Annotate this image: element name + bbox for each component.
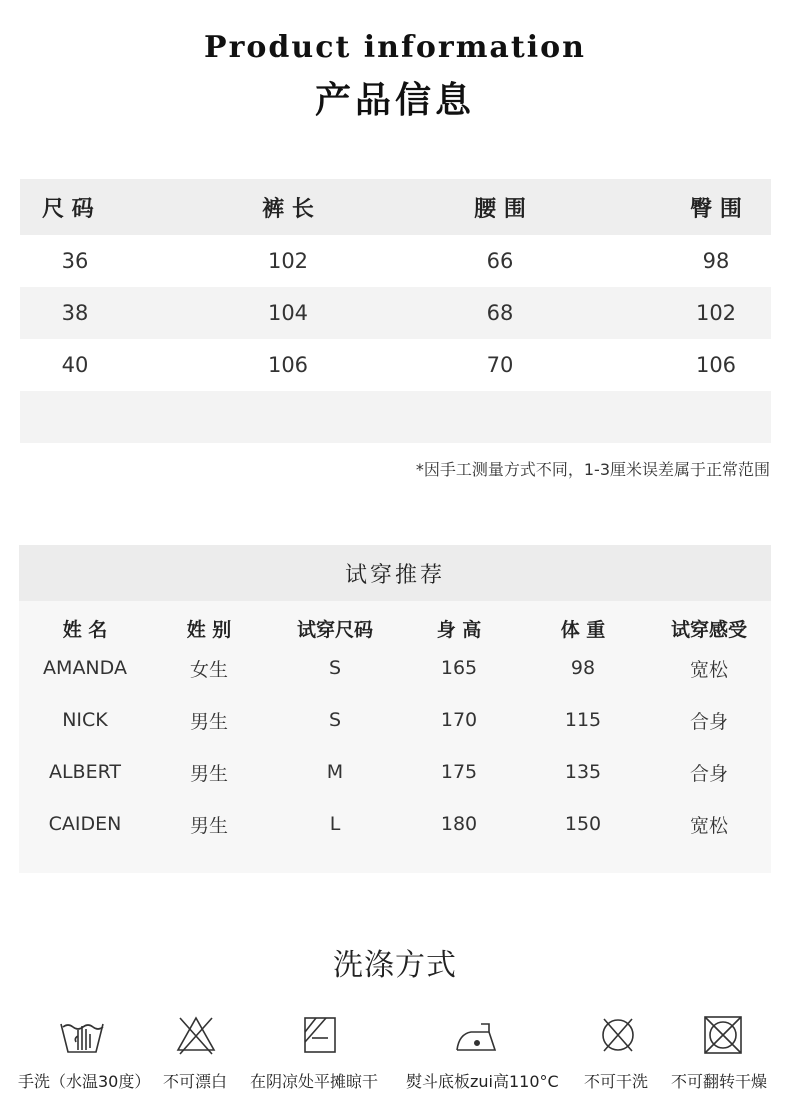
washing-label: 不可干洗 [584,1072,649,1091]
washing-title: 洗涤方式 [333,948,457,983]
cell-size: M [326,761,344,783]
washing-item [158,1012,238,1102]
fit-table-title: 试穿推荐 [19,545,771,601]
cell-name: NICK [62,709,108,731]
no-dry-clean-icon [594,1012,642,1058]
measurement-note: *因手工测量方式不同，1-3厘米误差属于正常范围 [415,460,770,479]
size-table [20,179,771,443]
cell-waist: 66 [486,249,514,273]
header-weight: 体 重 [560,618,606,641]
iron-icon [453,1012,501,1058]
washing-label: 在阴凉处平摊晾干 [250,1072,379,1091]
washing-label: 熨斗底板zui高110°C [406,1072,559,1091]
empty-row [20,391,771,443]
cell-hip: 106 [695,353,737,377]
table-row [19,752,771,792]
washing-label: 不可翻转干燥 [671,1072,768,1091]
title-chinese: 产品信息 [314,80,475,121]
table-row [20,287,771,339]
table-row [20,339,771,391]
washing-label: 不可漂白 [163,1072,228,1091]
cell-length: 102 [267,249,309,273]
cell-name: CAIDEN [48,813,122,835]
table-row [19,700,771,740]
cell-size: 40 [61,353,89,377]
header-gender: 姓 别 [186,618,232,641]
title-english: Product information [204,30,586,65]
header-size: 尺 码 [42,196,94,222]
header-try-size: 试穿尺码 [296,618,373,641]
header-length: 裤 长 [262,196,314,222]
cell-size: 36 [61,249,89,273]
cell-gender: 男生 [189,814,228,837]
fit-table-header [19,608,771,648]
header-feel: 试穿感受 [670,618,747,641]
cell-height: 170 [440,709,478,731]
table-row [19,804,771,844]
cell-name: AMANDA [43,657,127,679]
cell-waist: 70 [486,353,514,377]
washing-item [18,1012,158,1102]
cell-feel: 宽松 [689,658,728,681]
cell-weight: 135 [564,761,602,783]
washing-item [584,1012,664,1102]
cell-size: S [328,709,342,731]
no-bleach-icon [172,1012,220,1058]
washing-item [671,1012,781,1102]
cell-size: 38 [61,301,89,325]
cell-gender: 女生 [189,658,228,681]
cell-gender: 男生 [189,710,228,733]
washing-item [250,1012,390,1102]
no-tumble-dry-icon [699,1012,747,1058]
cell-height: 175 [440,761,478,783]
shade-dry-flat-icon [296,1012,344,1058]
cell-feel: 合身 [689,762,728,785]
cell-size: L [329,813,341,835]
cell-height: 165 [440,657,478,679]
cell-gender: 男生 [189,762,228,785]
header-height: 身 高 [436,618,482,641]
header-hip: 臀 围 [690,196,742,222]
cell-name: ALBERT [48,761,122,783]
header-name: 姓 名 [62,618,108,641]
cell-feel: 合身 [689,710,728,733]
washing-label: 手洗（水温30度） [18,1072,151,1091]
size-table-header [20,179,771,235]
hand-wash-icon [58,1012,106,1058]
table-row [20,235,771,287]
cell-length: 104 [267,301,309,325]
cell-height: 180 [440,813,478,835]
cell-weight: 115 [564,709,602,731]
washing-item [406,1012,566,1102]
cell-weight: 98 [570,657,596,679]
cell-waist: 68 [486,301,514,325]
header-waist: 腰 围 [474,196,526,222]
cell-hip: 102 [695,301,737,325]
cell-hip: 98 [702,249,730,273]
cell-feel: 宽松 [689,814,728,837]
cell-weight: 150 [564,813,602,835]
cell-length: 106 [267,353,309,377]
cell-size: S [328,657,342,679]
fit-table [19,545,771,873]
table-row [19,648,771,688]
